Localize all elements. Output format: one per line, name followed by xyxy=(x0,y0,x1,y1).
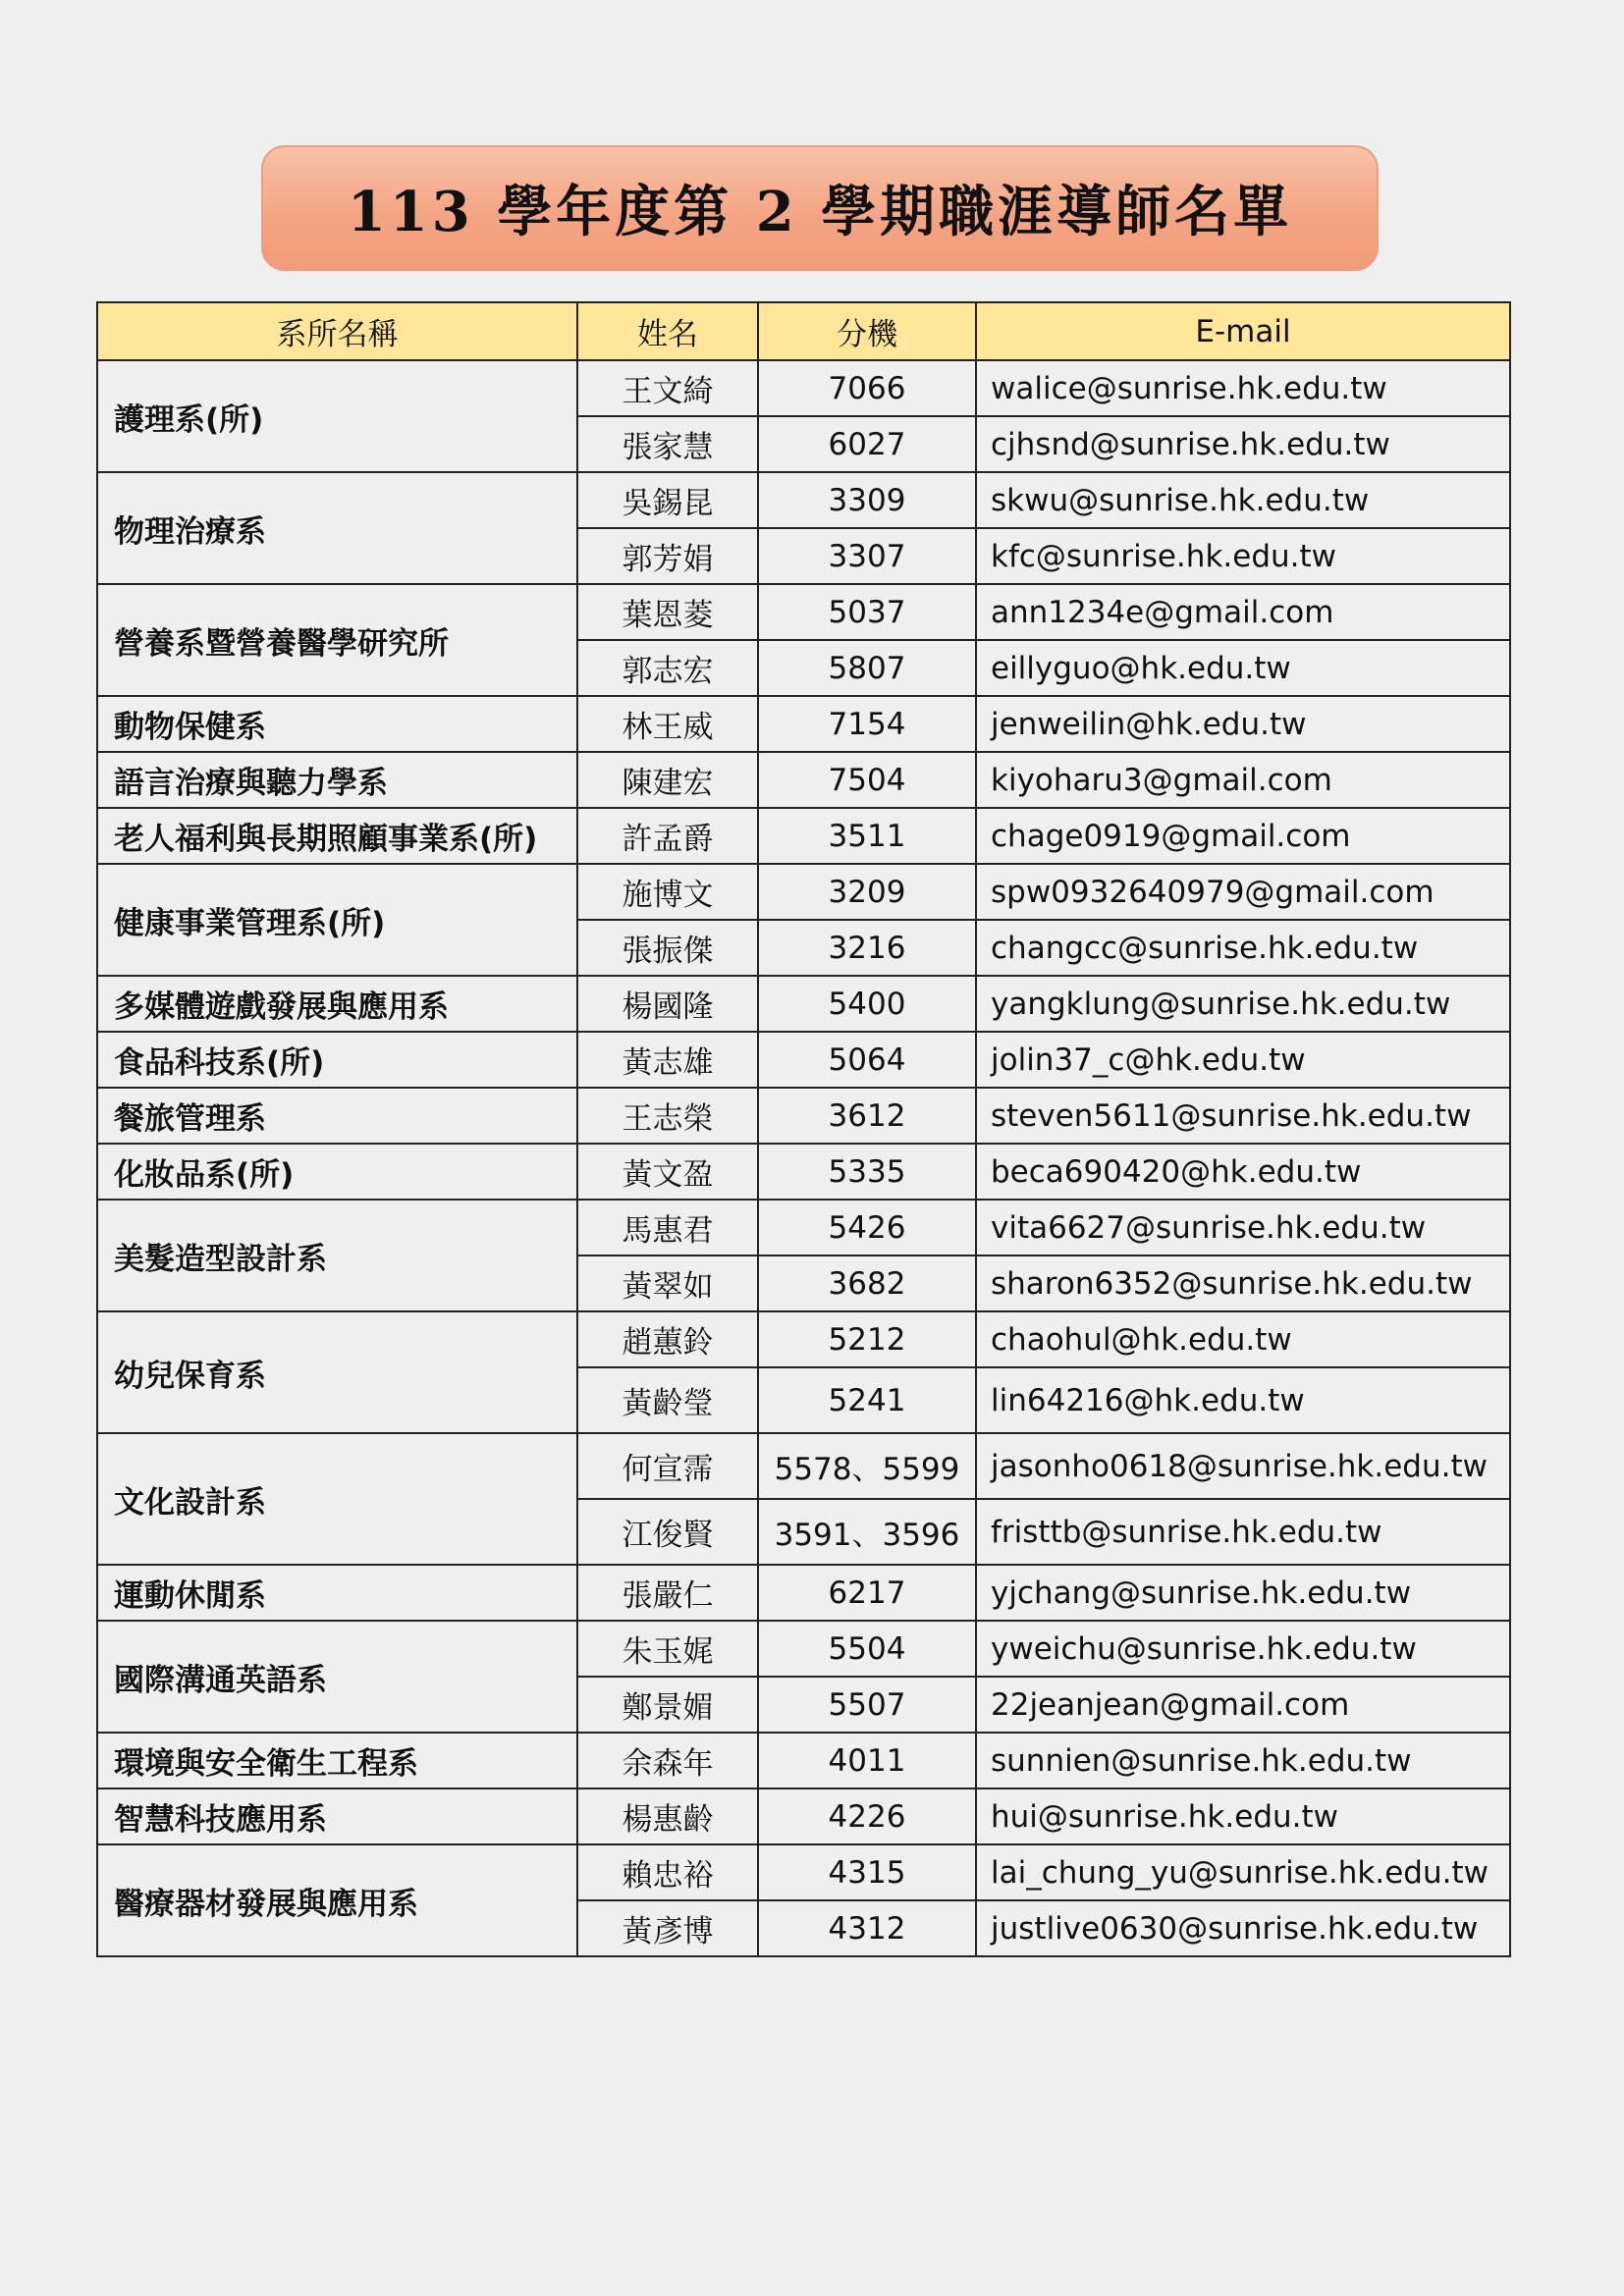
department-cell: 多媒體遊戲發展與應用系 xyxy=(97,976,577,1032)
extension-cell: 3307 xyxy=(758,528,976,584)
department-cell: 智慧科技應用系 xyxy=(97,1789,577,1844)
email-cell[interactable]: steven5611@sunrise.hk.edu.tw xyxy=(976,1088,1510,1144)
email-cell[interactable]: jasonho0618@sunrise.hk.edu.tw xyxy=(976,1433,1510,1499)
extension-cell: 4312 xyxy=(758,1900,976,1956)
table-row xyxy=(97,864,1510,920)
table-row xyxy=(97,976,1510,1032)
page-title: 113 學年度第 2 學期職涯導師名單 xyxy=(347,180,1293,244)
table-row xyxy=(97,1621,1510,1677)
department-cell: 營養系暨營養醫學研究所 xyxy=(97,584,577,696)
title-banner xyxy=(261,145,1379,271)
name-cell: 朱玉娓 xyxy=(577,1621,758,1677)
name-cell: 黃志雄 xyxy=(577,1032,758,1088)
name-cell: 張嚴仁 xyxy=(577,1565,758,1621)
department-cell: 國際溝通英語系 xyxy=(97,1621,577,1733)
extension-cell: 5426 xyxy=(758,1200,976,1255)
email-cell[interactable]: sunnien@sunrise.hk.edu.tw xyxy=(976,1733,1510,1789)
email-cell[interactable]: cjhsnd@sunrise.hk.edu.tw xyxy=(976,416,1510,472)
email-cell[interactable]: changcc@sunrise.hk.edu.tw xyxy=(976,920,1510,976)
name-cell: 林王威 xyxy=(577,696,758,752)
department-cell: 語言治療與聽力學系 xyxy=(97,752,577,808)
extension-cell: 5037 xyxy=(758,584,976,640)
email-cell[interactable]: chage0919@gmail.com xyxy=(976,808,1510,864)
email-cell[interactable]: kiyoharu3@gmail.com xyxy=(976,752,1510,808)
name-cell: 郭志宏 xyxy=(577,640,758,696)
name-cell: 黃翠如 xyxy=(577,1255,758,1311)
table-row xyxy=(97,808,1510,864)
email-cell[interactable]: jenweilin@hk.edu.tw xyxy=(976,696,1510,752)
email-cell[interactable]: ann1234e@gmail.com xyxy=(976,584,1510,640)
name-cell: 郭芳娟 xyxy=(577,528,758,584)
name-cell: 楊國隆 xyxy=(577,976,758,1032)
extension-cell: 7066 xyxy=(758,360,976,416)
name-cell: 張振傑 xyxy=(577,920,758,976)
mentor-table xyxy=(96,301,1511,1957)
table-row xyxy=(97,584,1510,640)
header-email: E-mail xyxy=(976,302,1510,360)
header-extension: 分機 xyxy=(758,302,976,360)
email-cell[interactable]: sharon6352@sunrise.hk.edu.tw xyxy=(976,1255,1510,1311)
table-row xyxy=(97,752,1510,808)
extension-cell: 3682 xyxy=(758,1255,976,1311)
table-row xyxy=(97,696,1510,752)
extension-cell: 5507 xyxy=(758,1677,976,1733)
name-cell: 陳建宏 xyxy=(577,752,758,808)
extension-cell: 3591、3596 xyxy=(758,1499,976,1565)
name-cell: 施博文 xyxy=(577,864,758,920)
department-cell: 醫療器材發展與應用系 xyxy=(97,1844,577,1956)
extension-cell: 5064 xyxy=(758,1032,976,1088)
extension-cell: 3309 xyxy=(758,472,976,528)
extension-cell: 3216 xyxy=(758,920,976,976)
department-cell: 化妝品系(所) xyxy=(97,1144,577,1200)
department-cell: 餐旅管理系 xyxy=(97,1088,577,1144)
name-cell: 楊惠齡 xyxy=(577,1789,758,1844)
extension-cell: 5335 xyxy=(758,1144,976,1200)
name-cell: 黃文盈 xyxy=(577,1144,758,1200)
extension-cell: 5578、5599 xyxy=(758,1433,976,1499)
table-row xyxy=(97,1311,1510,1367)
extension-cell: 3511 xyxy=(758,808,976,864)
department-cell: 食品科技系(所) xyxy=(97,1032,577,1088)
name-cell: 黃齡瑩 xyxy=(577,1367,758,1433)
department-cell: 動物保健系 xyxy=(97,696,577,752)
email-cell[interactable]: yweichu@sunrise.hk.edu.tw xyxy=(976,1621,1510,1677)
email-cell[interactable]: chaohul@hk.edu.tw xyxy=(976,1311,1510,1367)
table-row xyxy=(97,1789,1510,1844)
table-row xyxy=(97,1844,1510,1900)
department-cell: 幼兒保育系 xyxy=(97,1311,577,1433)
email-cell[interactable]: yjchang@sunrise.hk.edu.tw xyxy=(976,1565,1510,1621)
name-cell: 黃彥博 xyxy=(577,1900,758,1956)
extension-cell: 4226 xyxy=(758,1789,976,1844)
email-cell[interactable]: spw0932640979@gmail.com xyxy=(976,864,1510,920)
table-body xyxy=(97,360,1510,1956)
header-name: 姓名 xyxy=(577,302,758,360)
extension-cell: 4011 xyxy=(758,1733,976,1789)
email-cell[interactable]: 22jeanjean@gmail.com xyxy=(976,1677,1510,1733)
table-row xyxy=(97,1565,1510,1621)
extension-cell: 5807 xyxy=(758,640,976,696)
email-cell[interactable]: kfc@sunrise.hk.edu.tw xyxy=(976,528,1510,584)
department-cell: 健康事業管理系(所) xyxy=(97,864,577,976)
table-row xyxy=(97,1032,1510,1088)
table-row xyxy=(97,1088,1510,1144)
email-cell[interactable]: hui@sunrise.hk.edu.tw xyxy=(976,1789,1510,1844)
email-cell[interactable]: beca690420@hk.edu.tw xyxy=(976,1144,1510,1200)
name-cell: 吳錫昆 xyxy=(577,472,758,528)
name-cell: 許孟爵 xyxy=(577,808,758,864)
header-department: 系所名稱 xyxy=(97,302,577,360)
email-cell[interactable]: fristtb@sunrise.hk.edu.tw xyxy=(976,1499,1510,1565)
extension-cell: 5504 xyxy=(758,1621,976,1677)
email-cell[interactable]: lai_chung_yu@sunrise.hk.edu.tw xyxy=(976,1844,1510,1900)
table-header-row xyxy=(97,302,1510,360)
department-cell: 環境與安全衛生工程系 xyxy=(97,1733,577,1789)
extension-cell: 4315 xyxy=(758,1844,976,1900)
email-cell[interactable]: vita6627@sunrise.hk.edu.tw xyxy=(976,1200,1510,1255)
table-row xyxy=(97,1144,1510,1200)
department-cell: 老人福利與長期照顧事業系(所) xyxy=(97,808,577,864)
name-cell: 王文綺 xyxy=(577,360,758,416)
name-cell: 王志榮 xyxy=(577,1088,758,1144)
department-cell: 護理系(所) xyxy=(97,360,577,472)
email-cell[interactable]: skwu@sunrise.hk.edu.tw xyxy=(976,472,1510,528)
email-cell[interactable]: justlive0630@sunrise.hk.edu.tw xyxy=(976,1900,1510,1956)
name-cell: 江俊賢 xyxy=(577,1499,758,1565)
extension-cell: 5241 xyxy=(758,1367,976,1433)
email-cell[interactable]: yangklung@sunrise.hk.edu.tw xyxy=(976,976,1510,1032)
extension-cell: 5212 xyxy=(758,1311,976,1367)
name-cell: 趙蕙鈴 xyxy=(577,1311,758,1367)
name-cell: 馬惠君 xyxy=(577,1200,758,1255)
department-cell: 美髮造型設計系 xyxy=(97,1200,577,1311)
extension-cell: 5400 xyxy=(758,976,976,1032)
name-cell: 余森年 xyxy=(577,1733,758,1789)
table-row xyxy=(97,472,1510,528)
table-row xyxy=(97,1200,1510,1255)
name-cell: 鄭景媚 xyxy=(577,1677,758,1733)
name-cell: 賴忠裕 xyxy=(577,1844,758,1900)
name-cell: 張家慧 xyxy=(577,416,758,472)
extension-cell: 7154 xyxy=(758,696,976,752)
email-cell[interactable]: lin64216@hk.edu.tw xyxy=(976,1367,1510,1433)
department-cell: 運動休閒系 xyxy=(97,1565,577,1621)
table-row xyxy=(97,1733,1510,1789)
extension-cell: 3209 xyxy=(758,864,976,920)
email-cell[interactable]: eillyguo@hk.edu.tw xyxy=(976,640,1510,696)
name-cell: 葉恩菱 xyxy=(577,584,758,640)
email-cell[interactable]: walice@sunrise.hk.edu.tw xyxy=(976,360,1510,416)
name-cell: 何宣霈 xyxy=(577,1433,758,1499)
table-row xyxy=(97,360,1510,416)
department-cell: 文化設計系 xyxy=(97,1433,577,1565)
table-row xyxy=(97,1433,1510,1499)
extension-cell: 6027 xyxy=(758,416,976,472)
extension-cell: 7504 xyxy=(758,752,976,808)
extension-cell: 6217 xyxy=(758,1565,976,1621)
department-cell: 物理治療系 xyxy=(97,472,577,584)
extension-cell: 3612 xyxy=(758,1088,976,1144)
email-cell[interactable]: jolin37_c@hk.edu.tw xyxy=(976,1032,1510,1088)
